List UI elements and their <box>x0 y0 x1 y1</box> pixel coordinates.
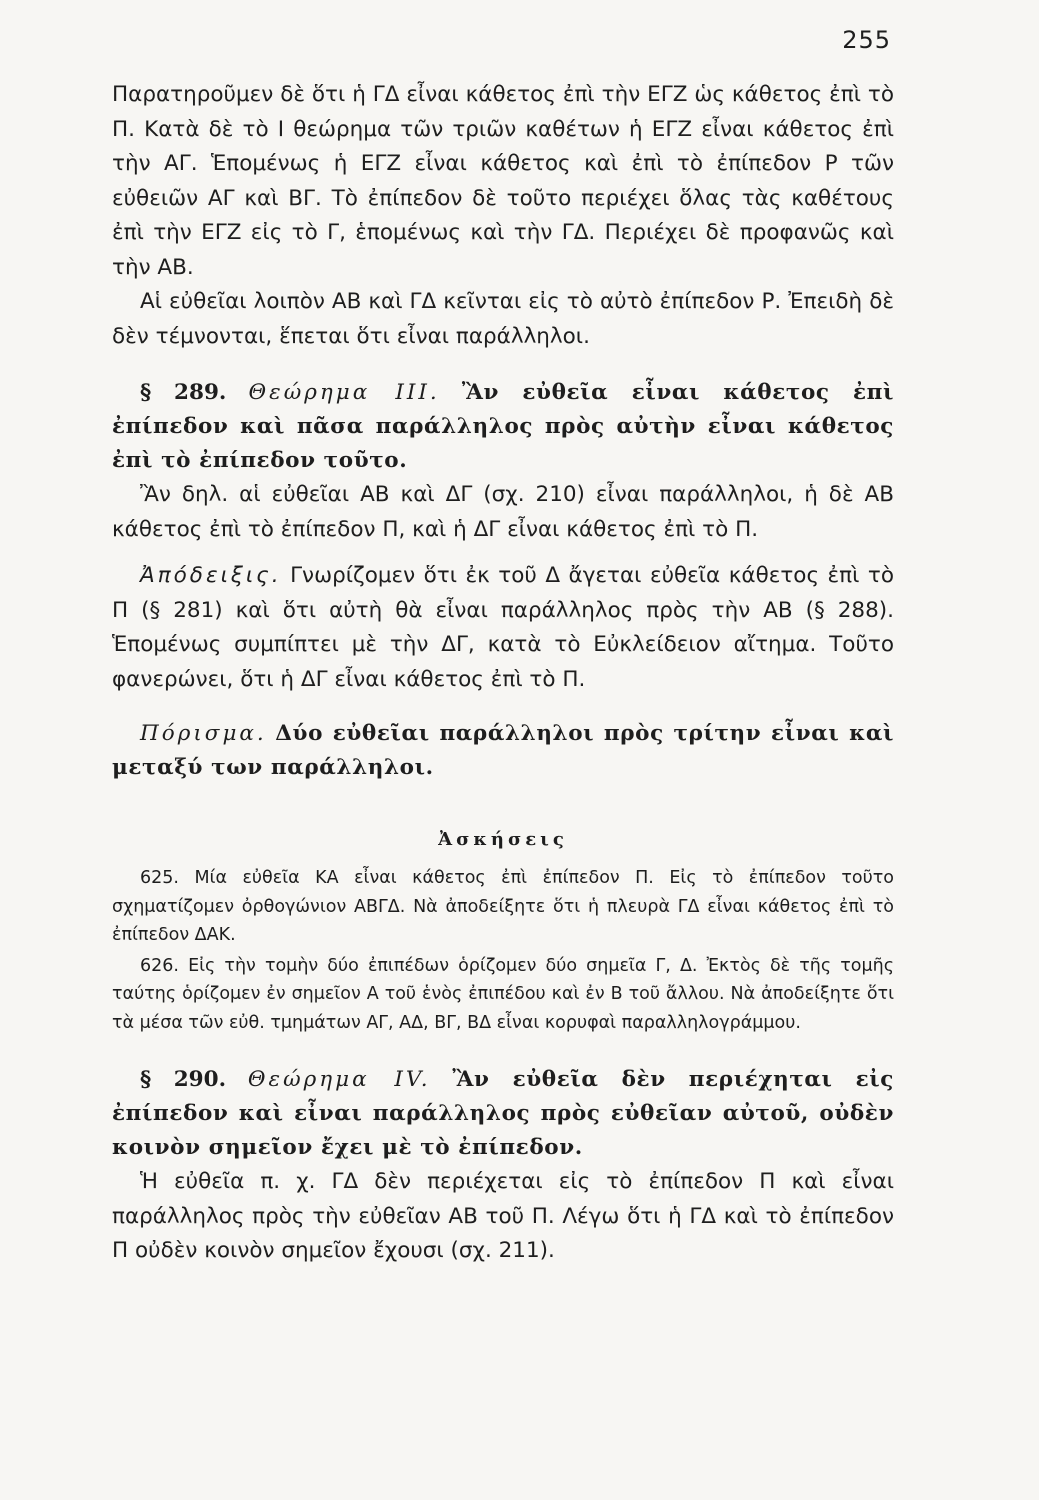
corollary-289 <box>112 717 894 785</box>
theorem-statement-289: Ἂν εὐθεῖα εἶναι κάθετος ἐπὶ ἐπίπεδον καὶ πᾶσα παράλληλος πρὸς αὐτὴν εἶναι κάθετος ἐπὶ τὸ ἐπίπεδον τοῦτο. <box>112 380 894 473</box>
theorem-statement-290: Ἂν εὐθεῖα δὲν περιέχηται εἰς ἐπίπεδον καὶ εἶναι παράλληλος πρὸς εὐθεῖαν αὐτοῦ, οὐδὲν κοινὸν σημεῖον ἔχει μὲ τὸ ἐπίπεδον. <box>112 1067 894 1160</box>
paragraph-1: Παρατηροῦμεν δὲ ὅτι ἡ ΓΔ εἶναι κάθετος ἐπὶ τὴν ΕΓΖ ὡς κάθετος ἐπὶ τὸ Π. Κατὰ δὲ τὸ Ι θεώρημα τῶν τριῶν καθέτων ἡ ΕΓΖ εἶναι κάθετος ἐπὶ τὴν ΑΓ. Ἑπομένως ἡ ΕΓΖ εἶναι κάθετος καὶ ἐπὶ τὸ ἐπίπεδον Ρ τῶν εὐθειῶν ΑΓ καὶ ΒΓ. Τὸ ἐπίπεδον δὲ τοῦτο περιέχει ὅλας τὰς καθέτους ἐπὶ τὴν ΕΓΖ εἰς τὸ Γ, ἑπομένως καὶ τὴν ΓΔ. Περιέχει δὲ προφανῶς καὶ τὴν ΑΒ. <box>112 82 894 280</box>
proof-text: Γνωρίζομεν ὅτι ἐκ τοῦ Δ ἄγεται εὐθεῖα κάθετος ἐπὶ τὸ Π (§ 281) καὶ ὅτι αὐτὴ θὰ εἶναι παράλληλος πρὸς τὴν ΑΒ (§ 288). Ἑπομένως συμπίπτει μὲ τὴν ΔΓ, κατὰ τὸ Εὐκλείδειον αἴτημα. Τοῦτο φανερώνει, ὅτι ἡ ΔΓ εἶναι κάθετος ἐπὶ τὸ Π. <box>112 563 894 692</box>
theorem-290 <box>112 1063 894 1165</box>
exercises-heading: Ἀσκήσεις <box>438 829 568 850</box>
section-number-289: § 289. <box>140 380 227 405</box>
paragraph-2: Αἱ εὐθεῖαι λοιπὸν ΑΒ καὶ ΓΔ κεῖνται εἰς τὸ αὐτὸ ἐπίπεδον Ρ. Ἐπειδὴ δὲ δὲν τέμνονται, ἕπεται ὅτι εἶναι παράλληλοι. <box>112 289 894 349</box>
page-content <box>112 78 894 1269</box>
exercise-625: 625. Μία εὐθεῖα ΚΑ εἶναι κάθετος ἐπὶ ἐπίπεδον Π. Εἰς τὸ ἐπίπεδον τοῦτο σχηματίζομεν ὀρθογώνιον ΑΒΓΔ. Νὰ ἀποδείξητε ὅτι ἡ πλευρὰ ΓΔ εἶναι κάθετος ἐπὶ τὸ ἐπίπεδον ΔΑΚ. <box>112 868 894 945</box>
theorem-label-289: Θεώρημα III. <box>248 380 440 405</box>
section-number-290: § 290. <box>140 1067 227 1092</box>
proof-label: Ἀπόδειξις. <box>140 563 282 588</box>
proof-289 <box>112 559 894 697</box>
theorem-label-290: Θεώρημα IV. <box>247 1067 431 1092</box>
exercise-626: 626. Εἰς τὴν τομὴν δύο ἐπιπέδων ὁρίζομεν δύο σημεῖα Γ, Δ. Ἐκτὸς δὲ τῆς τομῆς ταύτης ὁρίζομεν ἐν σημεῖον Α τοῦ ἑνὸς ἐπιπέδου καὶ ἐν Β τοῦ ἄλλου. Νὰ ἀποδείξητε ὅτι τὰ μέσα τῶν εὐθ. τμημάτων ΑΓ, ΑΔ, ΒΓ, ΒΔ εἶναι κορυφαὶ παραλληλογράμμου. <box>112 955 894 1033</box>
theorem-289 <box>112 376 894 478</box>
page-number: 255 <box>842 26 891 54</box>
corollary-statement: Δύο εὐθεῖαι παράλληλοι πρὸς τρίτην εἶναι καὶ μεταξύ των παράλληλοι. <box>112 721 894 780</box>
corollary-label: Πόρισμα. <box>140 721 267 746</box>
theorem-289-given: Ἂν δηλ. αἱ εὐθεῖαι ΑΒ καὶ ΔΓ (σχ. 210) εἶναι παράλληλοι, ἡ δὲ ΑΒ κάθετος ἐπὶ τὸ ἐπίπεδον Π, καὶ ἡ ΔΓ εἶναι κάθετος ἐπὶ τὸ Π. <box>112 482 894 542</box>
theorem-290-given: Ἡ εὐθεῖα π. χ. ΓΔ δὲν περιέχεται εἰς τὸ ἐπίπεδον Π καὶ εἶναι παράλληλος πρὸς τὴν εὐθεῖαν ΑΒ τοῦ Π. Λέγω ὅτι ἡ ΓΔ καὶ τὸ ἐπίπεδον Π οὐδὲν κοινὸν σημεῖον ἔχουσι (σχ. 211). <box>112 1169 894 1263</box>
